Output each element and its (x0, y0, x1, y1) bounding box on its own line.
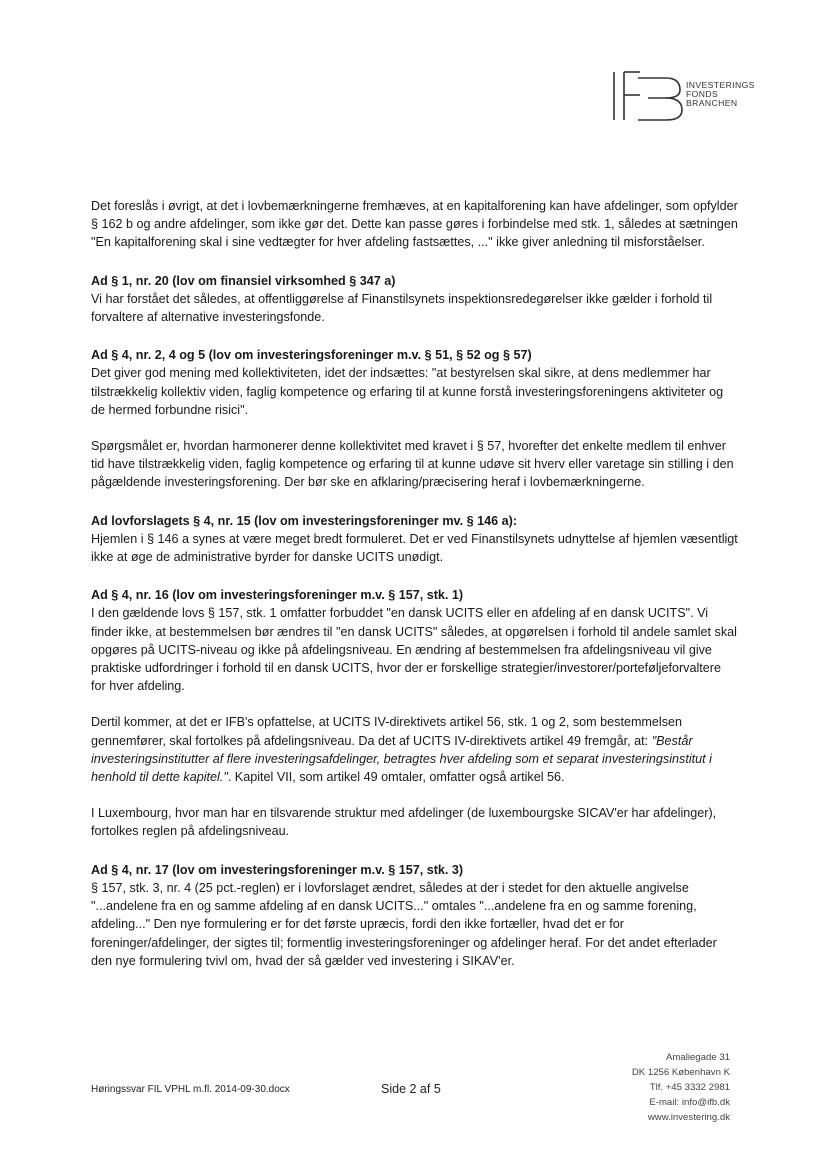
heading-146a: Ad lovforslagets § 4, nr. 15 (lov om investeringsforeninger mv. § 146 a): (91, 513, 517, 528)
ucits-text-a: Dertil kommer, at det er IFB's opfattelse, at UCITS IV-direktivets artikel 56, stk. 1 og 2, som bestemmelsen gennemfører, skal fortolkes på afdelingsniveau. Da det af UCITS IV-direktivets artikel 49 fremgår, at: (91, 715, 683, 748)
heading-157-stk3: Ad § 4, nr. 17 (lov om investeringsforeninger m.v. § 157, stk. 3) (91, 862, 464, 877)
heading-investment-associations-51-52-57: Ad § 4, nr. 2, 4 og 5 (lov om investeringsforeninger m.v. § 51, § 52 og § 57) (91, 348, 532, 363)
heading-financial-business-act: Ad § 1, nr. 20 (lov om finansiel virksomhed § 347 a) (91, 273, 396, 288)
logo-line-3: BRANCHEN (686, 98, 738, 108)
footer-page-number: Side 2 af 5 (381, 1082, 441, 1096)
footer-filename: Høringssvar FIL VPHL m.fl. 2014-09-30.docx (91, 1084, 290, 1095)
paragraph-luxembourg: I Luxembourg, hvor man har en tilsvarende struktur med afdelinger (de luxembourgske SICAV'er har afdelinger), fortolkes reglen på afdelingsniveau. (91, 806, 717, 839)
logo-line-1: INVESTERINGS (686, 80, 755, 90)
paragraph-146a: Hjemlen i § 146 a synes at være meget bredt formuleret. Det er ved Finanstilsynets udnyttelse af hjemlen væsentligt ikke at øge de administrative byrder for danske UCITS unødigt. (91, 531, 738, 565)
paragraph-inspection-reports: Vi har forstået det således, at offentliggørelse af Finanstilsynets inspektionsredegørelser ikke gælder i forhold til forvaltere af alternative investeringsfonde. (91, 291, 713, 325)
paragraph-157-prohibition: I den gældende lovs § 157, stk. 1 omfatter forbuddet "en dansk UCITS eller en afdeling af en dansk UCITS". Vi finder ikke, at bestemmelsen bør ændres til "en dansk UCITS" således, at opgørelsen i forhold til andele samlet skal opgøres på UCITS-niveau og ikke på afdelingsniveau. En ændring af bestemmelsen fra afdelingsniveau vil give praktiske udfordringer i forhold til en dansk UCITS, hvor der er forskellige strategier/investorer/porteføljeforvaltere for hver afdeling. (91, 606, 737, 694)
logo-text (686, 81, 755, 108)
ucits-text-c: . Kapitel VII, som artikel 49 omtaler, omfatter også artikel 56. (227, 770, 565, 785)
address-city: DK 1256 København K (631, 1067, 730, 1078)
heading-157-stk1: Ad § 4, nr. 16 (lov om investeringsforeninger m.v. § 157, stk. 1) (91, 588, 464, 603)
paragraph-question-57: Spørgsmålet er, hvordan harmonerer denne kollektivitet med kravet i § 57, hvorefter det enkelte medlem til enhver tid have tilstrækkelig viden, faglig kompetence og erfaring til at kunne udøve sit hverv eller varetage sin stilling i den pågældende investeringsforening. Der bør ske en afklaring/præcisering heraf i lovbemærkningerne. (91, 439, 734, 490)
paragraph-capital-association: Det foreslås i øvrigt, at det i lovbemærkningerne fremhæves, at en kapitalforening kan have afdelinger, som opfylder § 162 b og andre afdelinger, som ikke gør det. Dette kan passe gøres i forbindelse med stk. 1, således at sætningen "En kapitalforening skal i sine vedtægter for hver afdeling fastsættes, ..." ikke giver anledning til misforståelser. (91, 199, 738, 250)
address-website: www.investering.dk (647, 1112, 730, 1123)
footer-address (632, 1050, 730, 1125)
paragraph-25-percent-rule: § 157, stk. 3, nr. 4 (25 pct.-reglen) er i lovforslaget ændret, således at der i stedet for den aktuelle angivelse "...andelene fra en og samme afdeling af en dansk UCITS..." omtales "...andelene fra en og samme forening, afdeling..." Den nye formulering er for det første upræcis, fordi den ikke fortæller, hvad det er for foreninger/afdelinger, der sigtes til; formentlig investeringsforeninger og afdelinger heraf. For det andet efterlader den nye formulering tvivl om, hvad der så gælder ved investering i SIKAV'er. (91, 880, 717, 968)
address-street: Amaliegade 31 (665, 1052, 730, 1063)
logo-line-2: FONDS (686, 89, 719, 99)
address-email: E-mail: info@ifb.dk (649, 1097, 730, 1108)
ifb-logo-mark (610, 68, 686, 124)
letter-body (91, 197, 739, 988)
paragraph-ucits-iv-directive (91, 713, 739, 786)
ucits-quote: "Består investeringsinstitutter af flere investeringsafdelinger, betragtes hver afdeling som et separat investeringsinstitut i henhold til dette kapitel." (91, 733, 712, 785)
paragraph-collectivity: Det giver god mening med kollektiviteten, idet der indsættes: "at bestyrelsen skal sikre, at dens medlemmer har tilstrækkelig kollektiv viden, faglig kompetence og erfaring til at kunne forstå investeringsforeningens aktiviteter og de hermed forbundne risici". (91, 366, 724, 417)
address-phone: Tlf. +45 3332 2981 (649, 1082, 730, 1093)
ifb-logo (610, 68, 760, 124)
